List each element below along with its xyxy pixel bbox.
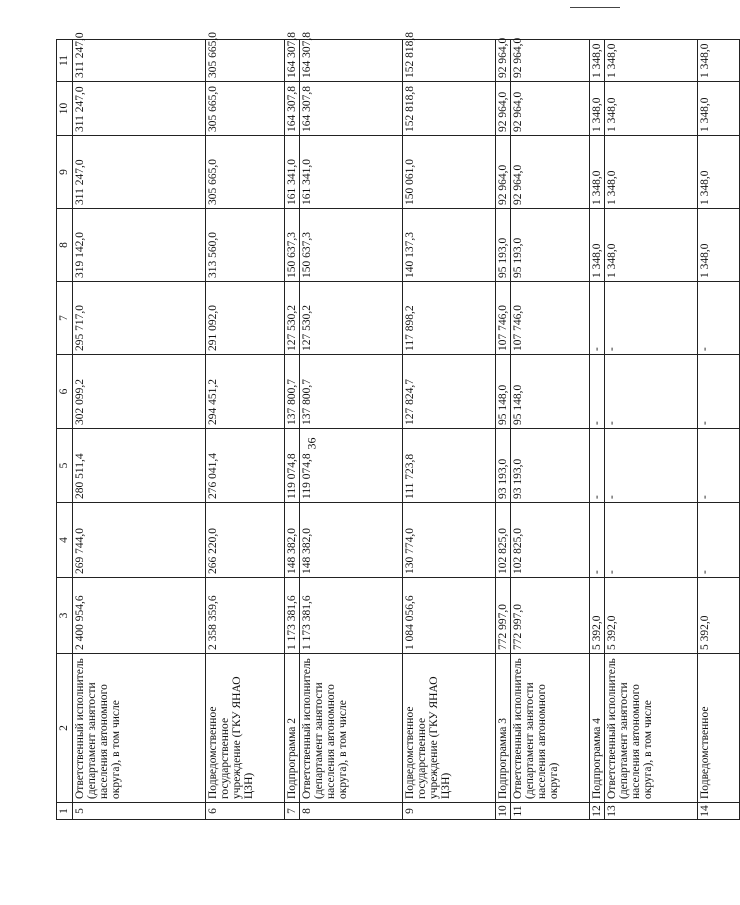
value-cell: 1 173 381,6 [300, 578, 403, 654]
value-cell: 1 348,0 [605, 209, 698, 282]
row-number: 12 [590, 803, 605, 820]
row-number: 6 [206, 803, 285, 820]
row-number: 10 [496, 803, 511, 820]
value-cell: 305 665,0 [206, 82, 285, 136]
column-header: 11 [57, 40, 73, 82]
table-row [300, 40, 403, 820]
value-cell: 295 717,0 [73, 282, 206, 355]
budget-table [56, 32, 740, 820]
value-cell: 291 092,0 [206, 282, 285, 355]
value-cell: 127 530,2 [300, 282, 403, 355]
value-cell: - [698, 429, 740, 503]
table-row [590, 40, 605, 820]
value-cell: 107 746,0 [496, 282, 511, 355]
value-cell: 92 964,0 [496, 136, 511, 209]
value-cell: 164 307,8 [285, 82, 300, 136]
value-cell: 127 530,2 [285, 282, 300, 355]
rotated-table-container [56, 32, 711, 820]
value-cell: 1 348,0 [590, 209, 605, 282]
value-cell: 2 400 954,6 [73, 578, 206, 654]
value-cell: 117 898,2 [403, 282, 496, 355]
value-cell: 164 307,8 [300, 40, 403, 82]
row-number: 7 [285, 803, 300, 820]
table-row [285, 40, 300, 820]
column-header: 6 [57, 355, 73, 429]
value-cell: 1 348,0 [605, 136, 698, 209]
value-cell: 102 825,0 [496, 503, 511, 578]
value-cell: 1 173 381,6 [285, 578, 300, 654]
value-cell: 294 451,2 [206, 355, 285, 429]
table-row [698, 40, 740, 820]
value-cell: - [605, 282, 698, 355]
table-row [605, 40, 698, 820]
value-cell: 311 247,0 [73, 136, 206, 209]
value-cell: 92 964,0 [511, 136, 590, 209]
row-number: 13 [605, 803, 698, 820]
value-cell: 150 637,3 [285, 209, 300, 282]
value-cell: 164 307,8 [300, 82, 403, 136]
value-cell: 152 818,8 [403, 82, 496, 136]
row-label: Подпрограмма 3 [496, 654, 511, 803]
value-cell: 305 665,0 [206, 40, 285, 82]
value-cell: 772 997,0 [496, 578, 511, 654]
column-header: 5 [57, 429, 73, 503]
value-cell: 150 061,0 [403, 136, 496, 209]
value-cell: 92 964,0 [496, 82, 511, 136]
value-cell: 127 824,7 [403, 355, 496, 429]
value-cell: 1 348,0 [605, 82, 698, 136]
row-number: 5 [73, 803, 206, 820]
table-row [403, 40, 496, 820]
value-cell: 280 511,4 [73, 429, 206, 503]
value-cell: 95 148,0 [511, 355, 590, 429]
column-header: 7 [57, 282, 73, 355]
value-cell: 164 307,8 [285, 40, 300, 82]
column-header: 9 [57, 136, 73, 209]
value-cell: 5 392,0 [590, 578, 605, 654]
value-cell: - [698, 282, 740, 355]
row-label: Ответственный исполнитель (департамент занятости населения автономного округа), в том числе [605, 654, 698, 803]
column-header: 4 [57, 503, 73, 578]
value-cell: 161 341,0 [300, 136, 403, 209]
value-cell: 130 774,0 [403, 503, 496, 578]
value-cell: 93 193,0 [496, 429, 511, 503]
value-cell: 1 348,0 [698, 136, 740, 209]
value-cell: 102 825,0 [511, 503, 590, 578]
value-cell: 93 193,0 [511, 429, 590, 503]
value-cell: 92 964,0 [511, 82, 590, 136]
value-cell: 269 744,0 [73, 503, 206, 578]
value-cell: 140 137,3 [403, 209, 496, 282]
value-cell: 266 220,0 [206, 503, 285, 578]
value-cell: - [605, 355, 698, 429]
value-cell: 5 392,0 [605, 578, 698, 654]
value-cell: 92 964,0 [496, 40, 511, 82]
value-cell: 1 348,0 [698, 209, 740, 282]
header-row [57, 40, 73, 820]
value-cell: 119 074,8 [300, 429, 403, 503]
row-label: Подведомственное [698, 654, 740, 803]
table-row [73, 40, 206, 820]
value-cell: 148 382,0 [285, 503, 300, 578]
value-cell: 319 142,0 [73, 209, 206, 282]
value-cell: 1 348,0 [605, 40, 698, 82]
value-cell: 1 348,0 [590, 40, 605, 82]
row-number: 11 [511, 803, 590, 820]
table-row [511, 40, 590, 820]
value-cell: 137 800,7 [285, 355, 300, 429]
table-row [496, 40, 511, 820]
value-cell: 772 997,0 [511, 578, 590, 654]
column-header: 2 [57, 654, 73, 803]
value-cell: 276 041,4 [206, 429, 285, 503]
value-cell: 92 964,0 [511, 40, 590, 82]
value-cell: 305 665,0 [206, 136, 285, 209]
value-cell: 1 348,0 [698, 82, 740, 136]
value-cell: 311 247,0 [73, 82, 206, 136]
value-cell: - [698, 355, 740, 429]
value-cell: 1 348,0 [590, 82, 605, 136]
row-label: Ответственный исполнитель (департамент занятости населения автономного округа), в том числе [73, 654, 206, 803]
value-cell: 152 818,8 [403, 40, 496, 82]
value-cell: 137 800,7 [300, 355, 403, 429]
row-label: Подпрограмма 2 [285, 654, 300, 803]
column-header: 10 [57, 82, 73, 136]
value-cell: - [698, 503, 740, 578]
value-cell: - [605, 429, 698, 503]
value-cell: 5 392,0 [698, 578, 740, 654]
value-cell: 2 358 359,6 [206, 578, 285, 654]
value-cell: 111 723,8 [403, 429, 496, 503]
value-cell: 311 247,0 [73, 40, 206, 82]
value-cell: 1 084 056,6 [403, 578, 496, 654]
value-cell: - [590, 503, 605, 578]
table-row [206, 40, 285, 820]
value-cell: 95 148,0 [496, 355, 511, 429]
value-cell: 148 382,0 [300, 503, 403, 578]
value-cell: 107 746,0 [511, 282, 590, 355]
row-label: Подведомственное государственное учреждение (ГКУ ЯНАО ЦЗН) [403, 654, 496, 803]
column-header: 8 [57, 209, 73, 282]
value-cell: 302 099,2 [73, 355, 206, 429]
column-header: 3 [57, 578, 73, 654]
page-number: 36 [304, 437, 319, 450]
row-label: Подпрограмма 4 [590, 654, 605, 803]
value-cell: 161 341,0 [285, 136, 300, 209]
value-cell: 95 193,0 [511, 209, 590, 282]
row-label: Подведомственное государственное учреждение (ГКУ ЯНАО ЦЗН) [206, 654, 285, 803]
top-rule [570, 7, 620, 8]
value-cell: 95 193,0 [496, 209, 511, 282]
value-cell: 1 348,0 [698, 40, 740, 82]
value-cell: - [590, 429, 605, 503]
value-cell: 150 637,3 [300, 209, 403, 282]
table-body [57, 32, 740, 820]
value-cell: - [590, 282, 605, 355]
column-header: 1 [57, 803, 73, 820]
value-cell: - [605, 503, 698, 578]
row-label: Ответственный исполнитель (департамент занятости населения автономного округа), в том числе [300, 654, 403, 803]
value-cell: 1 348,0 [590, 136, 605, 209]
row-number: 9 [403, 803, 496, 820]
value-cell: - [590, 355, 605, 429]
value-cell: 313 560,0 [206, 209, 285, 282]
row-label: Ответственный исполнитель (департамент занятости населения автономного округа) [511, 654, 590, 803]
value-cell: 119 074,8 [285, 429, 300, 503]
row-number: 14 [698, 803, 740, 820]
row-number: 8 [300, 803, 403, 820]
